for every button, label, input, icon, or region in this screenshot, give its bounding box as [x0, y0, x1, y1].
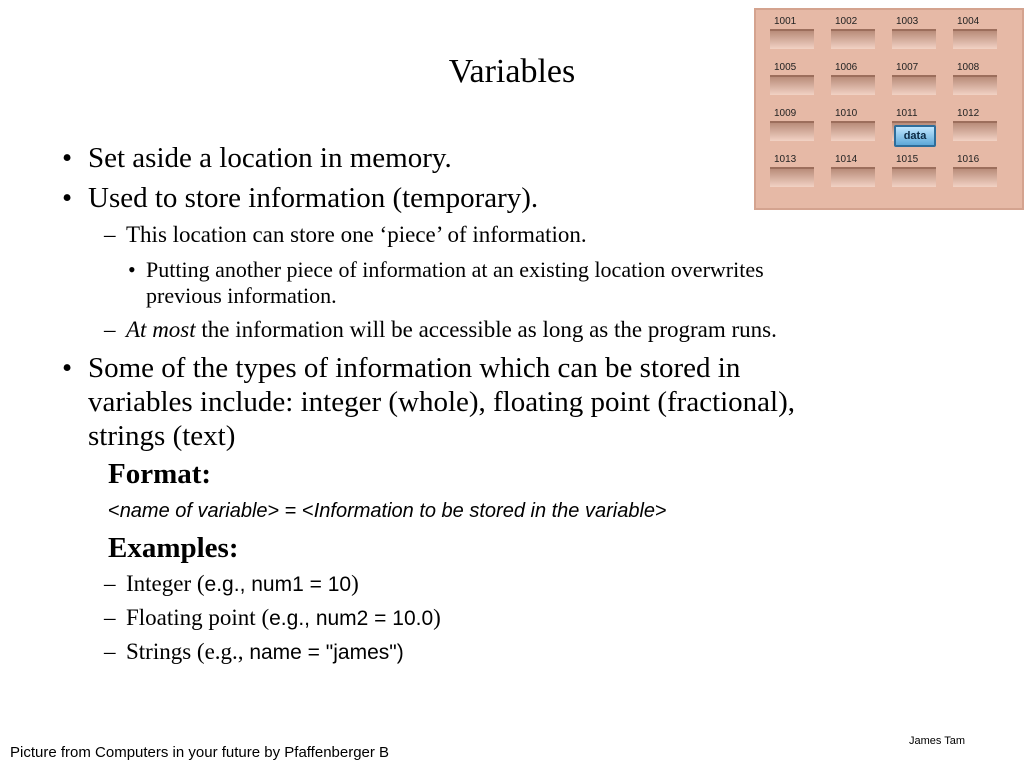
bullet-2-sub-2 [126, 316, 777, 344]
examples-label: Examples: [108, 532, 239, 564]
format-variable-name: name of variable [119, 500, 268, 522]
format-angle: < [108, 500, 120, 522]
mailbox-slot [770, 29, 814, 49]
mailbox-address: 1008 [957, 62, 980, 73]
mailbox-cell [770, 16, 818, 47]
example-integer [126, 570, 359, 599]
mailbox-address: 1015 [896, 154, 919, 165]
mailbox-address: 1010 [835, 108, 858, 119]
mailbox-cell [831, 108, 879, 139]
bullet-2-sub-1: This location can store one ‘piece’ of information. [126, 222, 587, 247]
mailbox-address: 1009 [774, 108, 797, 119]
example-string [126, 638, 404, 667]
example-float [126, 604, 441, 633]
bullet-marker: • [62, 182, 73, 214]
bullet-marker: • [62, 142, 73, 174]
mailbox-slot [953, 121, 997, 141]
bullet-2-sub-1-sub-1-line1: Putting another piece of information at an existing location overwrites [146, 257, 764, 282]
bullet-marker: • [128, 257, 136, 282]
picture-credit: Picture from Computers in your future by Pfaffenberger B [10, 744, 390, 761]
mailbox-address: 1012 [957, 108, 980, 119]
slide-title: Variables [448, 53, 576, 90]
mailbox-cell [770, 154, 818, 185]
bullet-2-sub-2-text: the information will be accessible as long as the program runs. [195, 317, 777, 342]
mailbox-address: 1002 [835, 16, 858, 27]
mailbox-slot [831, 75, 875, 95]
mailbox-cell [831, 154, 879, 185]
author-name: James Tam [909, 735, 966, 747]
example-float-code: e.g., num2 = 10.0 [269, 607, 434, 630]
dash-marker: – [104, 605, 116, 630]
mailbox-cell [892, 16, 940, 47]
dash-marker: – [104, 222, 116, 247]
mailbox-address: 1005 [774, 62, 797, 73]
dash-marker: – [104, 639, 116, 664]
mailbox-address: 1013 [774, 154, 797, 165]
mailbox-cell [770, 62, 818, 93]
mailbox-slot [831, 121, 875, 141]
mailbox-cell [953, 108, 1001, 139]
mailbox-cell [892, 62, 940, 93]
example-float-label: Floating point ( [126, 605, 270, 630]
format-label: Format: [108, 458, 212, 490]
emphasis: At most [126, 317, 196, 342]
mailbox-cell [770, 108, 818, 139]
mailbox-slot [892, 75, 936, 95]
mailbox-slot [770, 121, 814, 141]
example-integer-label: Integer ( [126, 571, 205, 596]
format-information: Information to be stored in the variable [313, 500, 656, 522]
mailbox-cell [953, 62, 1001, 93]
bullet-3-line2: variables include: integer (whole), floating point (fractional), [88, 386, 796, 418]
example-string-label: Strings (e.g., [126, 639, 250, 664]
mailbox-address: 1007 [896, 62, 919, 73]
example-string-code: name = "james") [249, 641, 404, 664]
bullet-1: Set aside a location in memory. [88, 142, 452, 174]
format-template [108, 498, 667, 524]
mailbox-address: 1014 [835, 154, 858, 165]
dash-marker: – [104, 571, 116, 596]
bullet-2-sub-1-sub-1-line2: previous information. [146, 283, 337, 308]
mailbox-cell [953, 16, 1001, 47]
mailbox-cell [831, 16, 879, 47]
mailbox-slot [892, 29, 936, 49]
mailbox-slot [953, 75, 997, 95]
mailbox-address: 1001 [774, 16, 797, 27]
mailbox-slot [953, 167, 997, 187]
mailbox-slot [770, 167, 814, 187]
format-angle: > [655, 500, 667, 522]
memory-mailbox-illustration [754, 8, 1024, 210]
mailbox-cell [892, 154, 940, 185]
mailbox-address: 1016 [957, 154, 980, 165]
bullet-3-line3: strings (text) [88, 420, 236, 452]
bullet-2: Used to store information (temporary). [88, 182, 539, 214]
dash-marker: – [104, 317, 116, 342]
bullet-3-line1: Some of the types of information which can be stored in [88, 352, 741, 384]
mailbox-cell [953, 154, 1001, 185]
example-paren: ) [351, 571, 359, 596]
mailbox-slot [953, 29, 997, 49]
mailbox-address: 1003 [896, 16, 919, 27]
format-equals: > = < [267, 500, 314, 522]
mailbox-cell [831, 62, 879, 93]
mailbox-address: 1011 [896, 108, 918, 119]
mailbox-address: 1004 [957, 16, 980, 27]
example-paren: ) [433, 605, 441, 630]
bullet-marker: • [62, 352, 73, 384]
example-integer-code: e.g., num1 = 10 [204, 573, 352, 596]
mailbox-slot [770, 75, 814, 95]
mailbox-address: 1006 [835, 62, 858, 73]
mailbox-slot [892, 167, 936, 187]
mailbox-slot [831, 167, 875, 187]
data-chip: data [894, 125, 936, 147]
mailbox-slot [831, 29, 875, 49]
